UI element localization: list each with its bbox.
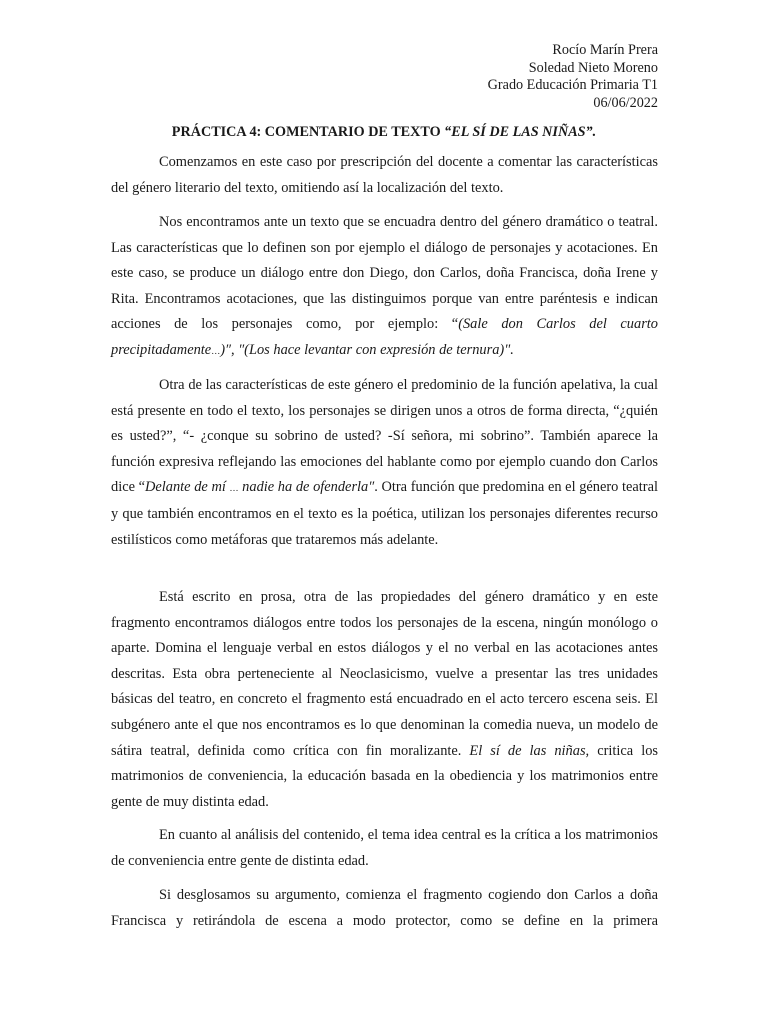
paragraph-4-text: Está escrito en prosa, otra de las propiedades del género dramático y en este fragmento encontramos diálogos entre todos los personajes de la escena, ningún monólogo o aparte. Domina el lenguaje verbal en estos diálogos y el no verbal en las acotaciones antes descritas. Esta obra perteneciente al Neoclasicismo, vuelve a presentar las tres unidades básicas del teatro, en concreto el fragmento está encuadrado en el acto tercero escena seis. El subgénero ante el que nos encontramos es lo que denominan la comedia nueva, un modelo de sátira teatral, definida como crítica con fin moralizante. bbox=[111, 589, 658, 759]
paragraph-1 bbox=[111, 150, 658, 201]
paragraph-5-text: En cuanto al análisis del contenido, el tema idea central es la crítica a los matrimonios de conveniencia entre gente de distinta edad. bbox=[111, 827, 658, 869]
stage-direction-2: ″(Los hace levantar con expresión de ternura)". bbox=[238, 341, 514, 358]
author-name-2: Soledad Nieto Moreno bbox=[528, 59, 658, 76]
paragraph-6 bbox=[111, 883, 658, 934]
author-header bbox=[488, 42, 658, 112]
paragraph-4-after: critica los matrimonios de conveniencia, la educación basada en la obediencia y los matrimonios entre gente de muy distinta edad. bbox=[111, 742, 658, 810]
document-date: 06/06/2022 bbox=[593, 94, 658, 111]
paragraph-2-text: Nos encontramos ante un texto que se encuadra dentro del género dramático o teatral. Las características que lo definen son por ejemplo el diálogo de personajes y acotaciones. En este caso, se produce un diálogo entre don Diego, don Carlos, doña Francisca, doña Irene y Rita. Encontramos acotaciones, que las distinguimos porque van entre paréntesis e indican acciones de los personajes como, por ejemplo: “ bbox=[111, 214, 658, 333]
paragraph-1-text: Comenzamos en este caso por prescripción del docente a comentar las características del género literario del texto, omitiendo así la localización del texto. bbox=[111, 154, 658, 196]
quote-a: Delante de mí bbox=[145, 479, 226, 496]
ellipsis-1: … bbox=[211, 345, 221, 356]
paragraph-2 bbox=[111, 210, 658, 365]
paragraph-3-after: . Otra función que predomina en el género teatral y que también encontramos en el texto es la poética, utilizan los personajes diferentes recurso estilísticos como metáforas que trataremos más adelante. bbox=[111, 479, 658, 548]
separator: , bbox=[230, 341, 239, 358]
stage-direction-1-end: )″ bbox=[220, 341, 231, 358]
author-name-1: Rocío Marín Prera bbox=[552, 42, 658, 58]
title-main: PRÁCTICA 4: COMENTARIO DE TEXTO bbox=[171, 124, 445, 140]
paragraph-3-text: Otra de las características de este género el predominio de la función apelativa, la cual está presente en todo el texto, los personajes se dirigen unos a otros de forma directa, “¿quién es usted?”, “- ¿conque su sobrino de usted? -Sí señora, mi sobrino”. También aparece la función expresiva reflejando las emociones del hablante como por ejemplo cuando don Carlos dice “ bbox=[111, 377, 658, 496]
title-work: “EL SÍ DE LAS NIÑAS”. bbox=[444, 124, 597, 140]
work-title: El sí de las niñas, bbox=[469, 742, 590, 759]
paragraph-6-text: Si desglosamos su argumento, comienza el fragmento cogiendo don Carlos a doña Francisca y retirándola de escena a modo protector, como se define en la primera bbox=[111, 887, 658, 929]
paragraph-3 bbox=[111, 373, 658, 553]
ellipsis-2: … bbox=[229, 483, 239, 494]
paragraph-5 bbox=[111, 823, 658, 874]
stage-direction-1: (Sale don Carlos del cuarto precipitadamente bbox=[111, 316, 658, 358]
document-title bbox=[0, 124, 768, 141]
course-label: Grado Educación Primaria T1 bbox=[487, 77, 658, 93]
paragraph-4 bbox=[111, 585, 658, 815]
quote-b: nadie ha de ofenderla″ bbox=[242, 479, 375, 496]
